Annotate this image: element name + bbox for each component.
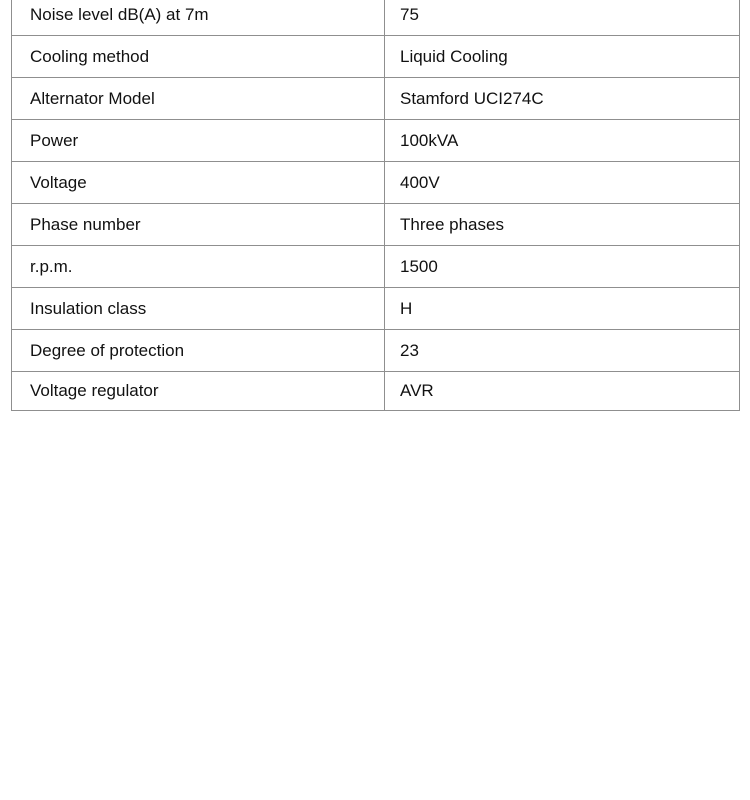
table-row <box>12 204 740 246</box>
table-row <box>12 0 740 36</box>
table-row <box>12 246 740 288</box>
spec-label: Cooling method <box>12 36 385 78</box>
spec-value: 400V <box>385 162 740 204</box>
spec-value: 100kVA <box>385 120 740 162</box>
spec-label: Insulation class <box>12 288 385 330</box>
spec-table <box>11 0 740 411</box>
table-row <box>12 36 740 78</box>
spec-value: 75 <box>385 0 740 36</box>
table-row <box>12 288 740 330</box>
spec-value: Three phases <box>385 204 740 246</box>
spec-label: r.p.m. <box>12 246 385 288</box>
spec-label: Phase number <box>12 204 385 246</box>
table-row <box>12 162 740 204</box>
spec-label: Voltage regulator <box>12 372 385 411</box>
spec-value: Stamford UCI274C <box>385 78 740 120</box>
spec-value: 23 <box>385 330 740 372</box>
spec-value: H <box>385 288 740 330</box>
spec-label: Degree of protection <box>12 330 385 372</box>
table-row <box>12 78 740 120</box>
spec-label: Alternator Model <box>12 78 385 120</box>
spec-value: AVR <box>385 372 740 411</box>
spec-label: Power <box>12 120 385 162</box>
spec-label: Voltage <box>12 162 385 204</box>
spec-value: Liquid Cooling <box>385 36 740 78</box>
spec-value: 1500 <box>385 246 740 288</box>
table-row <box>12 372 740 411</box>
table-row <box>12 330 740 372</box>
spec-label: Noise level dB(A) at 7m <box>12 0 385 36</box>
table-row <box>12 120 740 162</box>
